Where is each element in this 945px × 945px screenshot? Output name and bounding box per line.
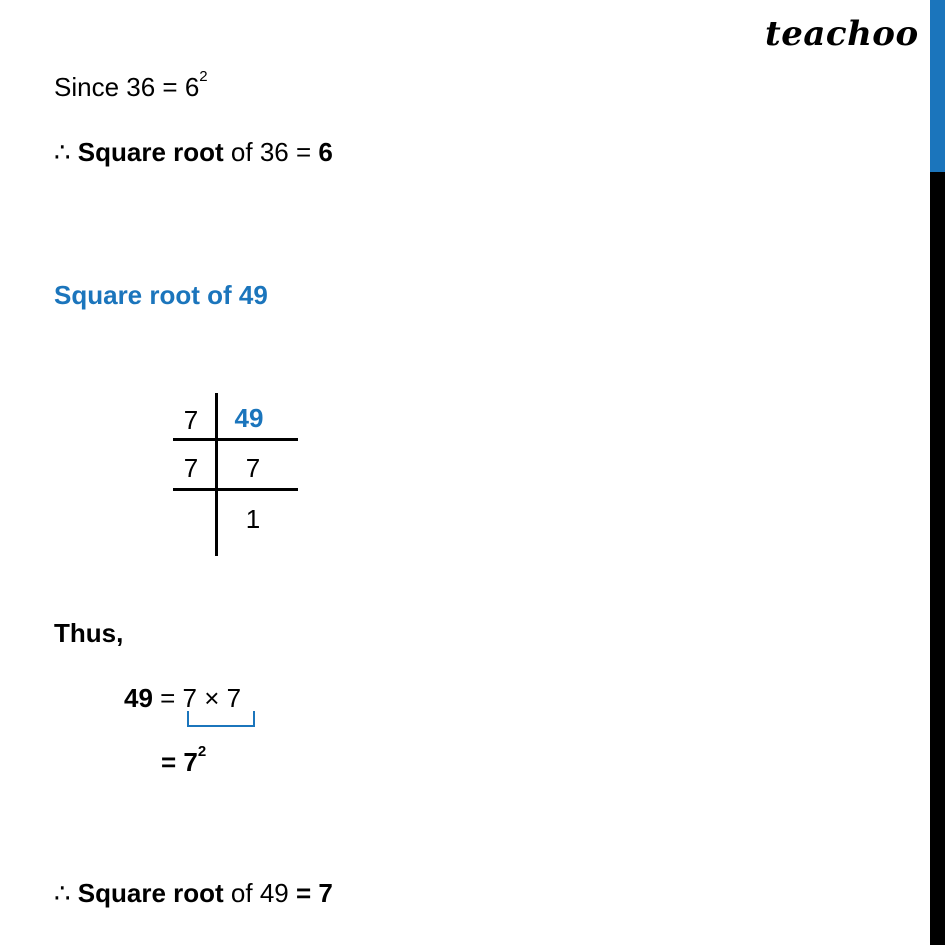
since-exponent: 2: [199, 68, 208, 85]
division-rule-1: [173, 438, 298, 441]
therefore-symbol: ∴: [54, 137, 78, 167]
grouping-bracket: [187, 711, 255, 727]
divisor-cell: 7: [183, 405, 199, 435]
teachoo-logo: teachoo: [765, 14, 919, 54]
conclusion-line: [54, 878, 333, 909]
power-line: [161, 743, 207, 778]
conclusion-label: Square root: [77, 878, 224, 908]
sqrt-36-result: 6: [318, 137, 333, 167]
scrollbar-thumb[interactable]: [930, 0, 945, 172]
division-rule-2: [173, 488, 298, 491]
therefore-symbol: ∴: [54, 878, 78, 908]
division-vertical-rule: [215, 393, 218, 556]
equation-lhs: 49: [124, 683, 153, 713]
thus-label: Thus,: [54, 618, 124, 648]
since-text: Since 36 = 6: [54, 72, 200, 102]
dividend-cell: 7: [245, 453, 261, 483]
divisor-cell: 7: [183, 453, 199, 483]
equation-line: [124, 683, 241, 714]
power-text: = 7: [161, 747, 198, 777]
sqrt-36-line: [54, 137, 333, 168]
section-heading: Square root of 49: [54, 280, 268, 310]
conclusion-result: = 7: [295, 878, 333, 908]
dividend-cell: 1: [245, 504, 261, 534]
equation-rhs: = 7 × 7: [152, 683, 242, 713]
sqrt-36-rest: of 36 =: [223, 137, 319, 167]
since-line: [54, 68, 208, 103]
sqrt-36-label: Square root: [77, 137, 224, 167]
dividend-cell: 49: [234, 403, 264, 433]
power-exponent: 2: [197, 743, 207, 760]
conclusion-rest: of 49: [223, 878, 296, 908]
